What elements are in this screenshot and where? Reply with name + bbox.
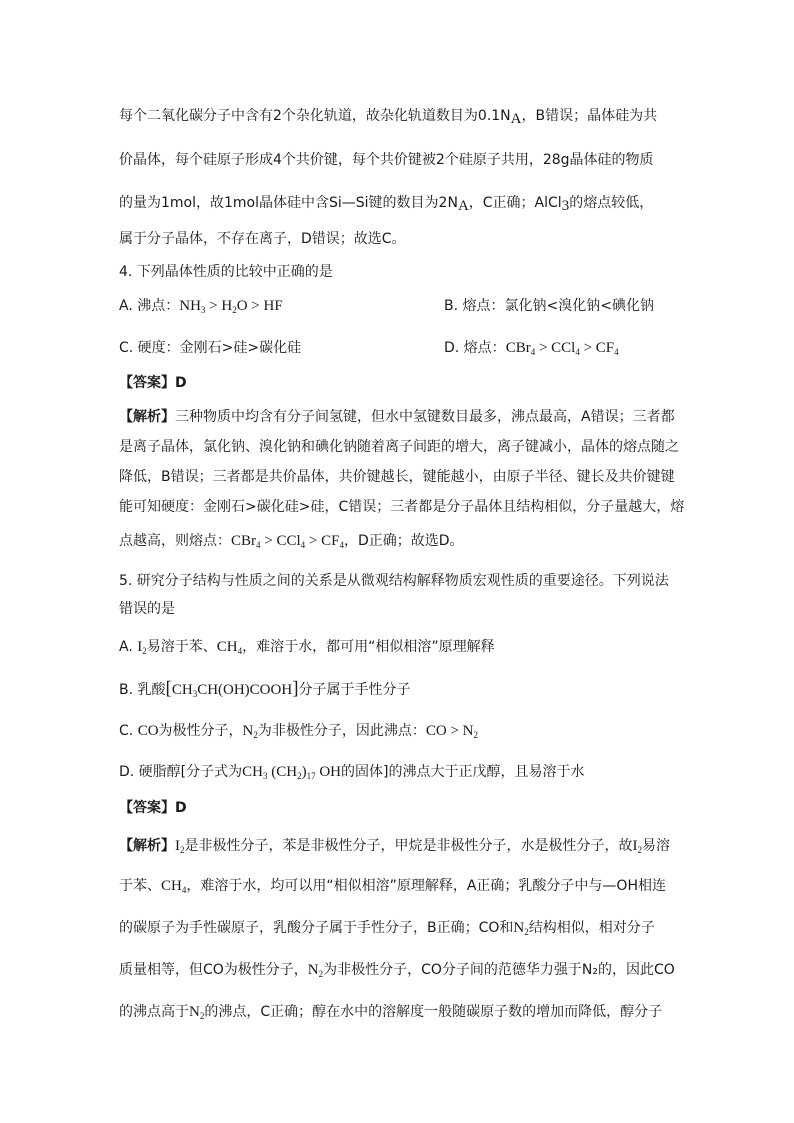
q4-analysis-line-1: 【解析】三种物质中均含有分子间氢键，但水中氢键数目最多，沸点最高，A错误；三者都 bbox=[119, 409, 675, 425]
q4-option-c: C. 硬度：金刚石>硅>碳化硅 bbox=[119, 340, 302, 356]
q5-analysis-line-5: 的沸点高于$N_2$的沸点，C正确；醇在水中的溶解度一般随碳原子数的增加而降低，醇分子 bbox=[119, 1004, 663, 1021]
text-line-2: 价晶体，每个硅原子形成4个共价键，每个共价键被2个硅原子共用，28g晶体硅的物质 bbox=[119, 152, 654, 168]
q5-option-c: C. CO为极性分子，$N_2$为非极性分子，因此沸点：CO > $N_2$ bbox=[119, 723, 479, 740]
text-line-3: 的量为1mol，故1mol晶体硅中含Si—Si键的数目为$2N_A$，C正确；AlCl$_3$的熔点较低， bbox=[119, 195, 654, 214]
q5-answer: 【答案】D bbox=[119, 800, 187, 816]
q5-analysis-line-1: 【解析】$I_2$是非极性分子，苯是非极性分子，甲烷是非极性分子，水是极性分子，故$I_2$易溶 bbox=[119, 838, 670, 855]
q4-option-b: B. 熔点：氯化钠<溴化钠<碘化钠 bbox=[444, 298, 654, 314]
q5-option-b: B. 乳酸$[CH_3CH(OH)COOH]$分子属于手性分子 bbox=[119, 678, 411, 699]
q5-analysis-line-2: 于苯、$CH_4$，难溶于水，均可以用“相似相溶”原理解释，A正确；乳酸分子中与—OH相连 bbox=[119, 878, 666, 895]
q5-analysis-line-4: 质量相等，但CO为极性分子，$N_2$为非极性分子，CO分子间的范德华力强于N₂的，因此CO bbox=[119, 962, 675, 979]
q4-stem: 4. 下列晶体性质的比较中正确的是 bbox=[119, 264, 333, 280]
text-line-1: 每个二氧化碳分子中含有2个杂化轨道，故杂化轨道数目为$0.1N_A$，B错误；晶体硅为共 bbox=[119, 108, 658, 127]
q4-analysis-line-4: 能可知硬度：金刚石>碳化硅>硅，C错误；三者都是分子晶体且结构相似，分子量越大，熔 bbox=[119, 499, 685, 515]
q5-stem-line-2: 错误的是 bbox=[119, 601, 175, 617]
q5-option-d: D. 硬脂醇[分子式为$CH_3$ $(CH_2)_{17}$ OH的固体]的沸点大于正戊醇，且易溶于水 bbox=[119, 764, 585, 781]
q5-option-a: A. $I_2$易溶于苯、$CH_4$，难溶于水，都可用“相似相溶”原理解释 bbox=[119, 639, 495, 656]
q4-option-a: A. 沸点：$NH_3 > H_2O$ > HF bbox=[119, 298, 283, 315]
q4-analysis-line-2: 是离子晶体，氯化钠、溴化钠和碘化钠随着离子间距的增大，离子键减小，晶体的熔点随之 bbox=[119, 439, 679, 455]
q4-answer: 【答案】D bbox=[119, 375, 187, 391]
q4-analysis-line-3: 降低，B错误；三者都是共价晶体，共价键越长，键能越小，由原子半径、键长及共价键键 bbox=[119, 469, 675, 485]
q5-analysis-line-3: 的碳原子为手性碳原子，乳酸分子属于手性分子，B正确；CO和$N_2$结构相似，相对分子 bbox=[119, 920, 655, 937]
text-line-4: 属于分子晶体，不存在离子，D错误；故选C。 bbox=[119, 231, 406, 247]
q4-analysis-line-5: 点越高，则熔点：$CBr_4 > CCl_4 > CF_4$，D正确；故选D。 bbox=[119, 533, 464, 550]
q5-stem-line-1: 5. 研究分子结构与性质之间的关系是从微观结构解释物质宏观性质的重要途径。下列说法 bbox=[119, 573, 669, 589]
q4-option-d: D. 熔点：$CBr_4 > CCl_4 > CF_4$ bbox=[444, 340, 619, 357]
